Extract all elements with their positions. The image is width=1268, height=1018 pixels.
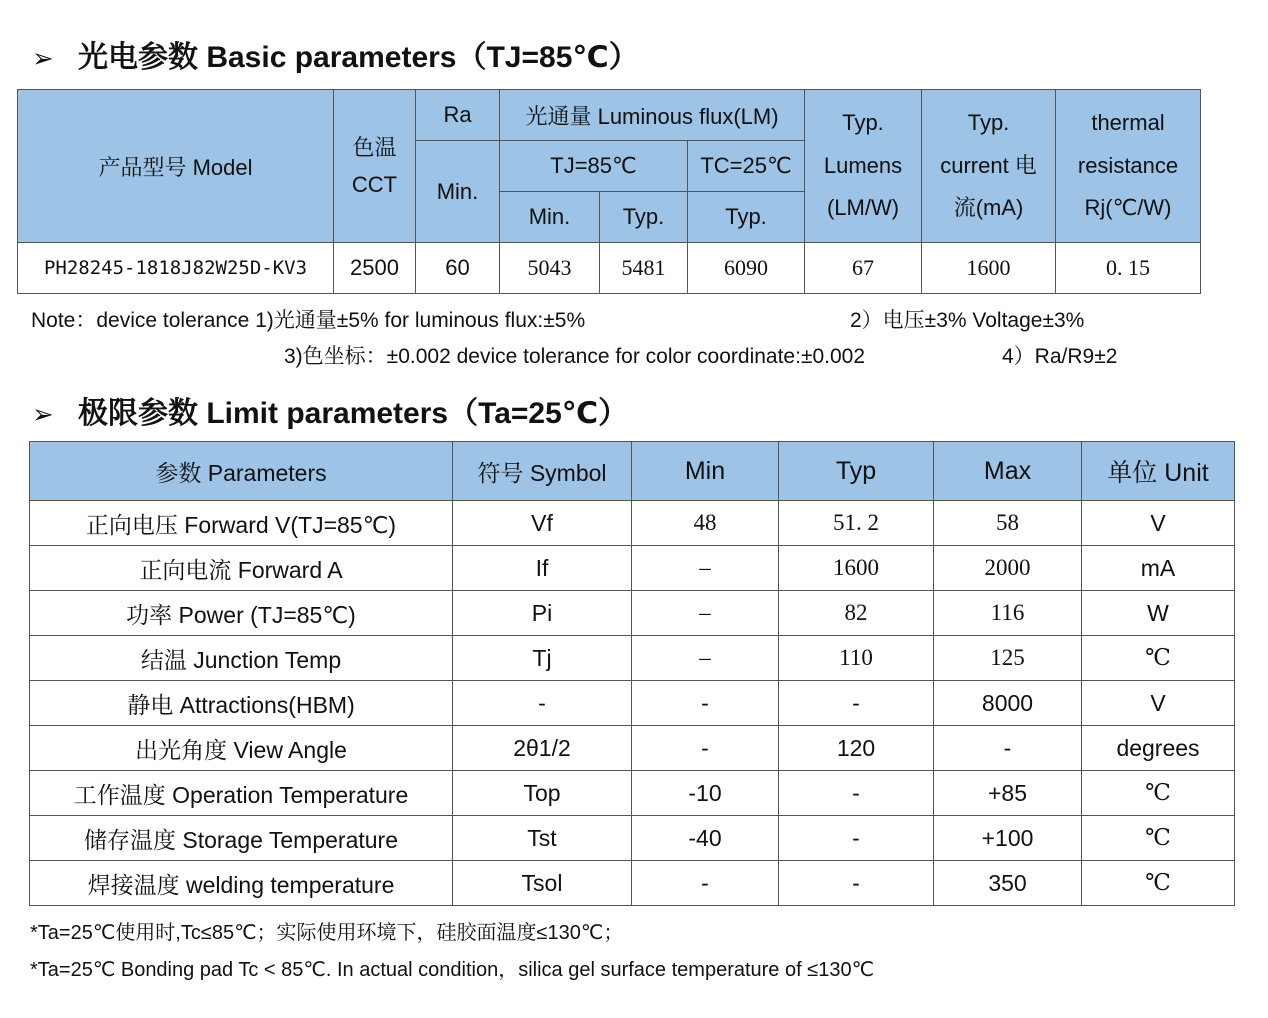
cell-symbol: Tsol [453,861,632,906]
cell-max: 2000 [934,546,1082,591]
header-flux-min: Min. [500,192,600,243]
basic-parameters-table [17,89,1201,294]
cell-max: +100 [934,816,1082,861]
note-line-4: 4）Ra/R9±2 [1002,345,1118,368]
cell-flux-tc: 6090 [688,243,805,294]
header-unit: 单位 Unit [1082,442,1235,501]
cell-symbol: - [453,681,632,726]
cell-min: 48 [632,501,779,546]
cell-ra: 60 [416,243,500,294]
table-row [30,636,1235,681]
cell-min: - [632,726,779,771]
section-heading-basic [32,32,639,76]
header-tj85: TJ=85℃ [500,141,688,192]
table-row [30,591,1235,636]
table-row [30,681,1235,726]
footnote-1: *Ta=25℃使用时,Tc≤85℃；实际使用环境下，硅胶面温度≤130℃； [30,922,624,944]
header-flux-tc-typ: Typ. [688,192,805,243]
header-current: Typ. current 电流(mA) [922,90,1056,243]
arrow-bullet-icon: ➢ [32,399,54,429]
header-lumens: Typ. Lumens (LM/W) [805,90,922,243]
header-flux-typ: Typ. [600,192,688,243]
cell-unit: degrees [1082,726,1235,771]
cell-min: – [632,591,779,636]
note-line-2: 2）电压±3% Voltage±3% [850,309,1085,332]
cell-max: 8000 [934,681,1082,726]
cell-thermal: 0. 15 [1056,243,1201,294]
cell-symbol: 2θ1/2 [453,726,632,771]
cell-max: +85 [934,771,1082,816]
cell-unit: ℃ [1082,636,1235,681]
cell-min: – [632,636,779,681]
section-title: 极限参数 Limit parameters（Ta=25℃） [78,397,629,430]
cell-max: 350 [934,861,1082,906]
cell-unit: V [1082,681,1235,726]
cell-flux-min: 5043 [500,243,600,294]
cell-typ: - [779,771,934,816]
cell-model: PH28245-1818J82W25D-KV3 [18,243,334,294]
cell-parameter: 结温 Junction Temp [30,636,453,681]
table-row [18,243,1201,294]
cell-symbol: Top [453,771,632,816]
note-line-3: 3)色坐标：±0.002 device tolerance for color coordinate:±0.002 [284,345,866,368]
cell-symbol: Tj [453,636,632,681]
cell-max: - [934,726,1082,771]
header-min: Min [632,442,779,501]
cell-parameter: 储存温度 Storage Temperature [30,816,453,861]
cell-min: -40 [632,816,779,861]
cell-flux-typ: 5481 [600,243,688,294]
limit-parameters-table [29,441,1235,906]
cell-lumens: 67 [805,243,922,294]
header-ra-min: Min. [416,141,500,243]
cell-parameter: 功率 Power (TJ=85℃) [30,591,453,636]
header-model: 产品型号 Model [18,90,334,243]
header-parameters: 参数 Parameters [30,442,453,501]
cell-symbol: Tst [453,816,632,861]
cell-parameter: 工作温度 Operation Temperature [30,771,453,816]
header-thermal: thermal resistance Rj(℃/W) [1056,90,1201,243]
cell-parameter: 正向电压 Forward V(TJ=85℃) [30,501,453,546]
cell-min: - [632,861,779,906]
cell-unit: ℃ [1082,771,1235,816]
cell-parameter: 静电 Attractions(HBM) [30,681,453,726]
cell-min: -10 [632,771,779,816]
cell-min: – [632,546,779,591]
header-typ: Typ [779,442,934,501]
cell-cct: 2500 [334,243,416,294]
cell-symbol: If [453,546,632,591]
arrow-bullet-icon: ➢ [32,43,54,73]
cell-max: 116 [934,591,1082,636]
header-cct: 色温 CCT [334,90,416,243]
cell-unit: mA [1082,546,1235,591]
cell-unit: ℃ [1082,816,1235,861]
header-max: Max [934,442,1082,501]
cell-typ: - [779,861,934,906]
cell-min: - [632,681,779,726]
cell-max: 58 [934,501,1082,546]
cell-parameter: 正向电流 Forward A [30,546,453,591]
cell-typ: 110 [779,636,934,681]
table-row [30,726,1235,771]
section-heading-limit [32,388,628,432]
cell-typ: 1600 [779,546,934,591]
header-symbol: 符号 Symbol [453,442,632,501]
table-row [30,816,1235,861]
note-line-1: Note：device tolerance 1)光通量±5% for luminous flux:±5% [31,309,586,332]
cell-unit: V [1082,501,1235,546]
cell-typ: - [779,681,934,726]
cell-typ: - [779,816,934,861]
cell-symbol: Vf [453,501,632,546]
header-ra: Ra [416,90,500,141]
cell-typ: 82 [779,591,934,636]
cell-unit: ℃ [1082,861,1235,906]
cell-typ: 120 [779,726,934,771]
cell-typ: 51. 2 [779,501,934,546]
cell-symbol: Pi [453,591,632,636]
footnote-2: *Ta=25℃ Bonding pad Tc < 85℃. In actual condition，silica gel surface temperature of ≤130℃ [30,959,875,981]
table-row [30,501,1235,546]
section-title: 光电参数 Basic parameters（TJ=85℃） [78,41,639,74]
cell-parameter: 出光角度 View Angle [30,726,453,771]
header-flux: 光通量 Luminous flux(LM) [500,90,805,141]
cell-parameter: 焊接温度 welding temperature [30,861,453,906]
cell-max: 125 [934,636,1082,681]
table-row [30,771,1235,816]
header-tc25: TC=25℃ [688,141,805,192]
table-row [30,546,1235,591]
table-row [30,861,1235,906]
cell-unit: W [1082,591,1235,636]
cell-current: 1600 [922,243,1056,294]
